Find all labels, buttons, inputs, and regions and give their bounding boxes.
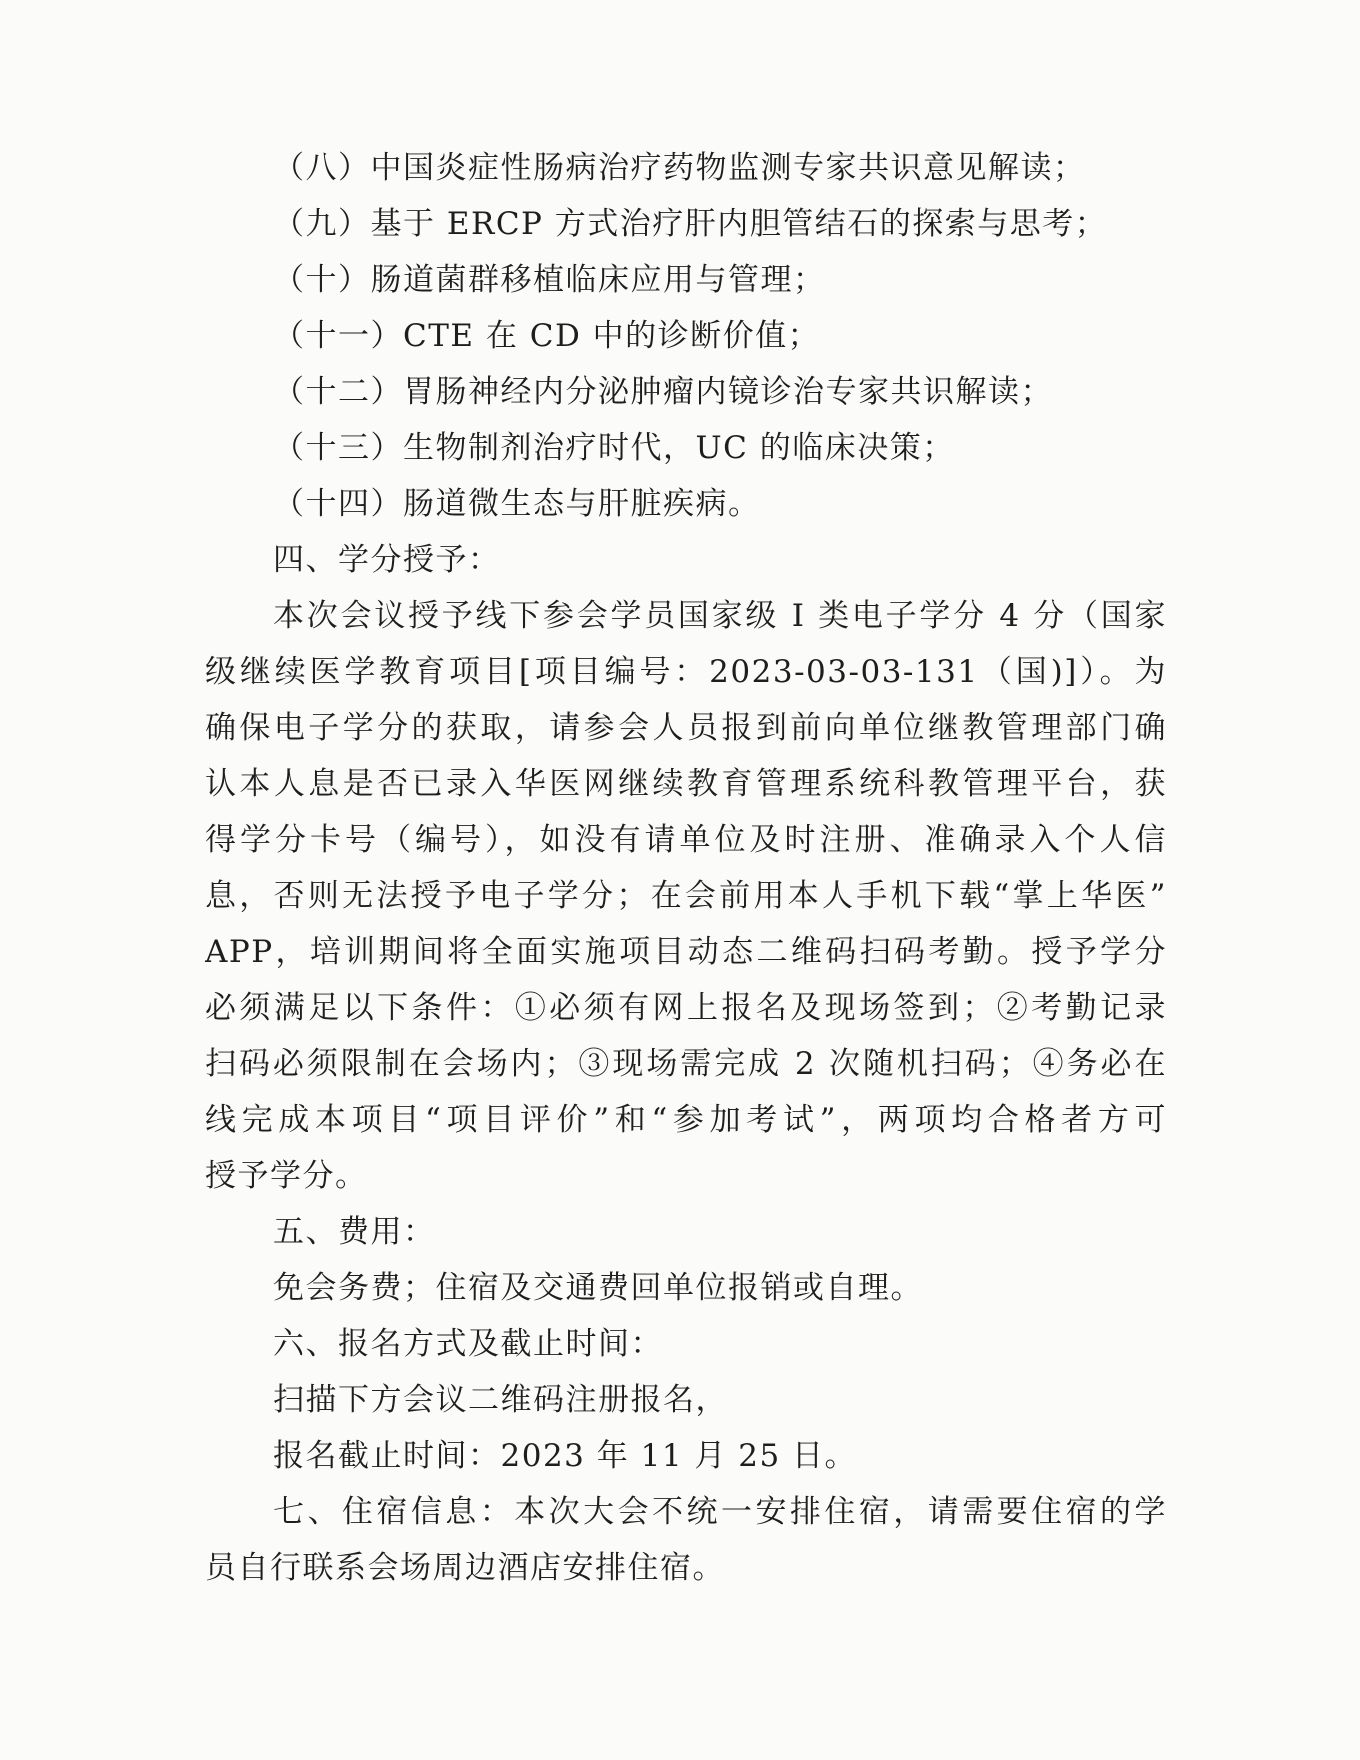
fees-body: 免会务费；住宿及交通费回单位报销或自理。 [273,1270,923,1306]
credits-paragraph-line: 认本人息是否已录入华医网继续教育管理系统科教管理平台，获 [205,766,1167,802]
credits-paragraph-line: 息，否则无法授予电子学分；在会前用本人手机下载“掌上华医” [205,878,1167,914]
section-heading-registration: 六、报名方式及截止时间： [273,1326,663,1362]
credits-paragraph-line: 扫码必须限制在会场内；③现场需完成 2 次随机扫码；④务必在 [205,1046,1167,1082]
credits-paragraph-line: 授予学分。 [205,1158,368,1194]
topic-item-8: （八）中国炎症性肠病治疗药物监测专家共识意见解读； [273,150,1086,186]
topic-item-11: （十一）CTE 在 CD 中的诊断价值； [273,318,821,354]
topic-item-9: （九）基于 ERCP 方式治疗肝内胆管结石的探索与思考； [273,206,1108,242]
credits-paragraph-line: 本次会议授予线下参会学员国家级 I 类电子学分 4 分（国家 [273,598,1167,634]
topic-item-12: （十二）胃肠神经内分泌肿瘤内镜诊治专家共识解读； [273,374,1053,410]
registration-instructions: 扫描下方会议二维码注册报名， [273,1382,728,1418]
topic-item-10: （十）肠道菌群移植临床应用与管理； [273,262,826,298]
document-page [205,140,1167,1596]
credits-paragraph-line: 线完成本项目“项目评价”和“参加考试”，两项均合格者方可 [205,1102,1167,1138]
topic-item-13: （十三）生物制剂治疗时代，UC 的临床决策； [273,430,955,466]
section-heading-fees: 五、费用： [273,1214,436,1250]
section-heading-credits: 四、学分授予： [273,542,501,578]
topic-item-14: （十四）肠道微生态与肝脏疾病。 [273,486,761,522]
accommodation-line: 员自行联系会场周边酒店安排住宿。 [205,1550,725,1586]
credits-paragraph-line: APP，培训期间将全面实施项目动态二维码扫码考勤。授予学分 [205,934,1167,970]
registration-deadline: 报名截止时间：2023 年 11 月 25 日。 [273,1438,858,1474]
credits-paragraph-line: 得学分卡号（编号），如没有请单位及时注册、准确录入个人信 [205,822,1167,858]
accommodation-line: 七、住宿信息：本次大会不统一安排住宿，请需要住宿的学 [273,1494,1167,1530]
credits-paragraph-line: 确保电子学分的获取，请参会人员报到前向单位继教管理部门确 [205,710,1167,746]
credits-paragraph-line: 必须满足以下条件：①必须有网上报名及现场签到；②考勤记录 [205,990,1167,1026]
credits-paragraph-line: 级继续医学教育项目[项目编号：2023-03-03-131（国)]）。为 [205,654,1167,690]
